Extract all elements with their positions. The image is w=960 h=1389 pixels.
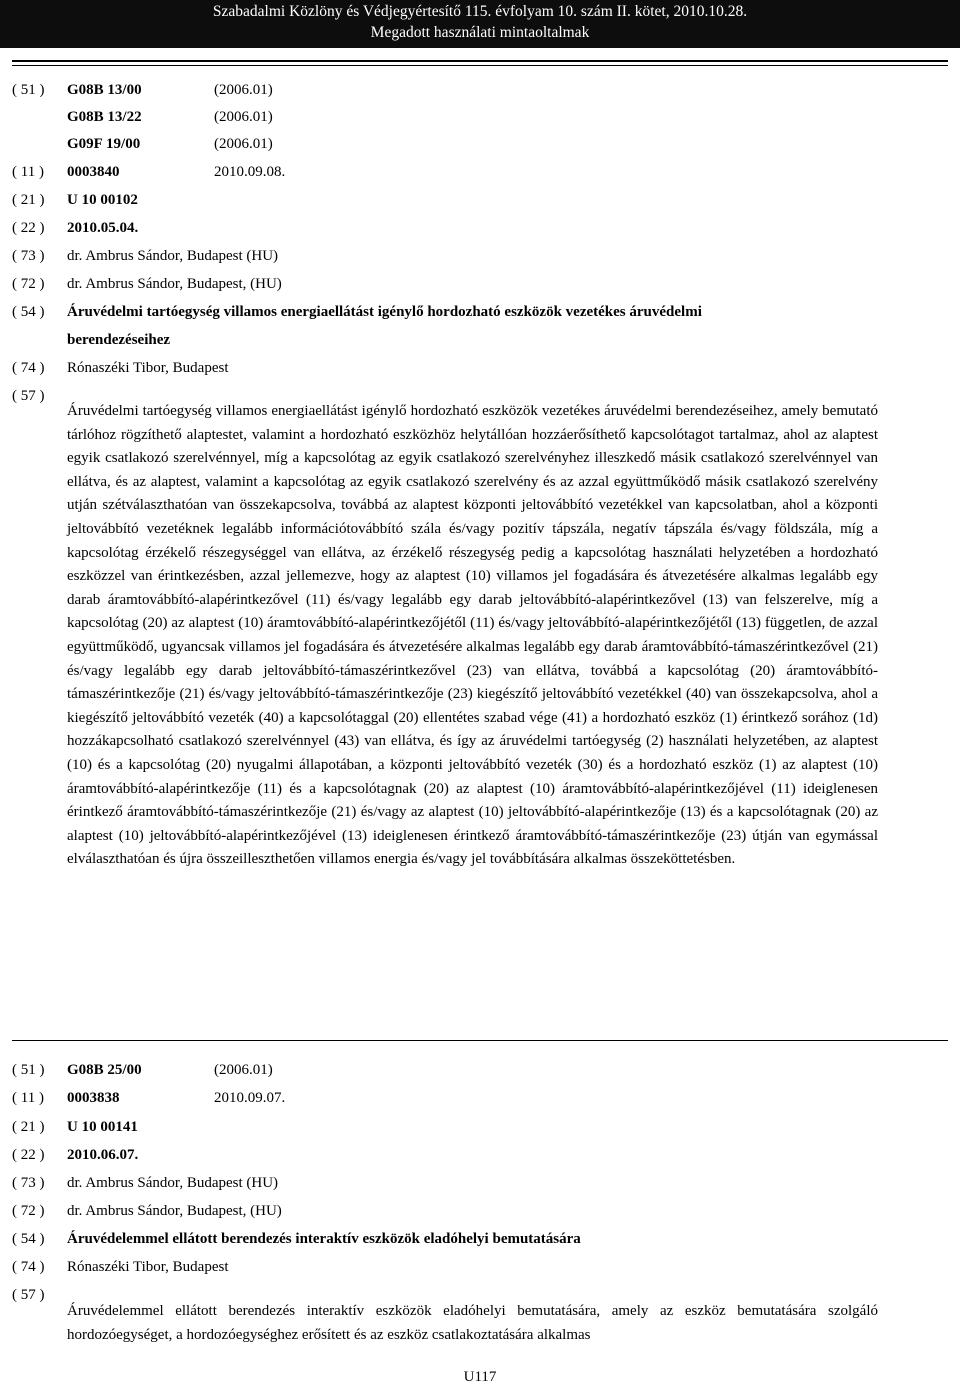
field-code: ( 57 )	[12, 1287, 45, 1303]
agent: Rónaszéki Tibor, Budapest	[67, 1259, 229, 1275]
field-code: ( 11 )	[12, 164, 44, 180]
abstract-text: Áruvédelemmel ellátott berendezés interaktív eszközök eladóhelyi bemutatására, amely az eszköz bemutatására szolgáló hordozóegységet, a hordozóegységhez erősített és az eszköz csatlakoztatására alkalmas	[67, 1303, 878, 1343]
classification-code: G09F 19/00	[67, 136, 141, 152]
field-code: ( 51 )	[12, 1062, 45, 1078]
entry-separator	[12, 1040, 948, 1041]
field-code: ( 73 )	[12, 1175, 45, 1191]
entry-title: Áruvédelmi tartóegység villamos energiaellátást igénylő hordozható eszközök vezetékes áruvédelmi	[67, 304, 702, 320]
registration-number: 0003838	[67, 1090, 120, 1106]
field-code: ( 22 )	[12, 220, 45, 236]
field-code: ( 57 )	[12, 388, 45, 404]
journal-title: Szabadalmi Közlöny és Védjegyértesítő 115. évfolyam 10. szám II. kötet, 2010.10.28.	[212, 3, 748, 20]
section-title: Megadott használati mintaoltalmak	[370, 24, 590, 41]
application-number: U 10 00102	[67, 192, 138, 208]
classification-version: (2006.01)	[214, 82, 273, 98]
classification-version: (2006.01)	[214, 136, 273, 152]
field-code: ( 54 )	[12, 304, 45, 320]
application-number: U 10 00141	[67, 1119, 138, 1135]
field-code: ( 74 )	[12, 1259, 45, 1275]
top-rule	[12, 60, 948, 62]
inventor: dr. Ambrus Sándor, Budapest, (HU)	[67, 1203, 282, 1219]
entry-title: Áruvédelemmel ellátott berendezés interaktív eszközök eladóhelyi bemutatására	[67, 1231, 581, 1247]
classification-code: G08B 13/22	[67, 109, 142, 125]
filing-date: 2010.06.07.	[67, 1147, 139, 1163]
field-code: ( 72 )	[12, 1203, 45, 1219]
field-code: ( 51 )	[12, 82, 45, 98]
holder: dr. Ambrus Sándor, Budapest (HU)	[67, 1175, 279, 1191]
registration-date: 2010.09.08.	[214, 164, 286, 180]
inventor: dr. Ambrus Sándor, Budapest, (HU)	[67, 276, 282, 292]
classification-code: G08B 13/00	[67, 82, 142, 98]
field-code: ( 11 )	[12, 1090, 44, 1106]
agent: Rónaszéki Tibor, Budapest	[67, 360, 229, 376]
top-rule-thin	[12, 65, 948, 66]
page-number: U117	[463, 1369, 497, 1385]
classification-code: G08B 25/00	[67, 1062, 142, 1078]
field-code: ( 21 )	[12, 1119, 45, 1135]
field-code: ( 73 )	[12, 248, 45, 264]
field-code: ( 54 )	[12, 1231, 45, 1247]
field-code: ( 72 )	[12, 276, 45, 292]
registration-date: 2010.09.07.	[214, 1090, 286, 1106]
abstract-text: Áruvédelmi tartóegység villamos energiaellátást igénylő hordozható eszközök vezetékes áruvédelmi berendezéseihez, amely bemutató tárlóhoz rögzíthető alaptestet, valamint a hordozható eszközhöz helytállóan hozzáerősíthető kapcsolótagot tartalmaz, ahol az alaptest egyik csatlakozó szerelvénnyel, míg a kapcsolótag az egyik csatlakozó szerelvényhez illeszkedő másik csatlakozó szerelvénnyel van ellátva, és az alaptest, valamint a kapcsolótag az egyik csatlakozó szerelvény és az azzal együttműködő másik csatlakozó szerelvény utján szétválaszthatóan van összekapcsolva, továbbá az alaptest központi jeltovábbító vezetékkel van kapcsolatban, ahol a központi jeltovábbító vezetéknek legalább információtovábbító szála és/vagy pozitív tápszála, negatív tápszála és/vagy földszála, míg a kapcsolótag érzékelő részegységgel van ellátva, az érzékelő részegység pedig a kapcsolótag használati helyzetében a hordozható eszközzel van érintkezésben, azzal jellemezve, hogy az alaptest (10) villamos jel fogadására és átvezetésére alkalmas legalább egy darab áramtovábbító-alapérintkezővel (11) és/vagy legalább egy darab jeltovábbító-alapérintkezővel (13) van felszerelve, míg a kapcsolótag (20) az alaptest (10) áramtovábbító-alapérintkezőjétől (11) és/vagy jeltovábbító-alapérintkezőjétől (13) független, de azzal együttműködő, ugyancsak villamos jel fogadására és átvezetésére alkalmas legalább egy darab áramtovábbító-támaszérintkezővel (21) és/vagy legalább egy darab jeltovábbító-támaszérintkezővel (23) van ellátva, továbbá a kapcsolótag (20) áramtovábbító-támaszérintkezője (21) és/vagy jeltovábbító-támaszérintkezője (23) kiegészítő jeltovábbító vezetékkel (40) van összekapcsolva, ahol a kiegészítő jeltovábbító vezeték (40) a kapcsolótaggal (20) ellentétes szabad vége (41) a hordozható eszköz (1) érintkező sorához (1d) hozzákapcsolható csatlakozó szerelvénnyel (43) van ellátva, és így az áruvédelmi tartóegység (2) használati helyzetében, az alaptest (10) és a kapcsolótag (20) nyugalmi állapotában, a központi jeltovábbító vezeték (30) és a hordozható eszköz (1) az alaptest (10) áramtovábbító-alapérintkezője (11) és a kapcsolótagnak (20) az alaptest (10) áramtovábbító-alapérintkezőjével (11) ideiglenesen érintkező áramtovábbító-támaszérintkezője (21) és/vagy az alaptest (10) jeltovábbító-alapérintkezője (13) és a kapcsolótagnak (20) az alaptest (10) jeltovábbító-alapérintkezőjével (13) ideiglenesen érintkező áramtovábbító-támaszérintkezője (23) útján van egymással elválaszthatóan és újra összeilleszthetően villamos energia és/vagy jel továbbítására alkalmas összeköttetésben.	[67, 403, 878, 868]
field-code: ( 22 )	[12, 1147, 45, 1163]
classification-version: (2006.01)	[214, 109, 273, 125]
holder: dr. Ambrus Sándor, Budapest (HU)	[67, 248, 279, 264]
filing-date: 2010.05.04.	[67, 220, 139, 236]
field-code: ( 21 )	[12, 192, 45, 208]
entry-title-continued: berendezéseihez	[67, 332, 171, 348]
registration-number: 0003840	[67, 164, 120, 180]
page-header	[0, 0, 960, 48]
classification-version: (2006.01)	[214, 1062, 273, 1078]
field-code: ( 74 )	[12, 360, 45, 376]
